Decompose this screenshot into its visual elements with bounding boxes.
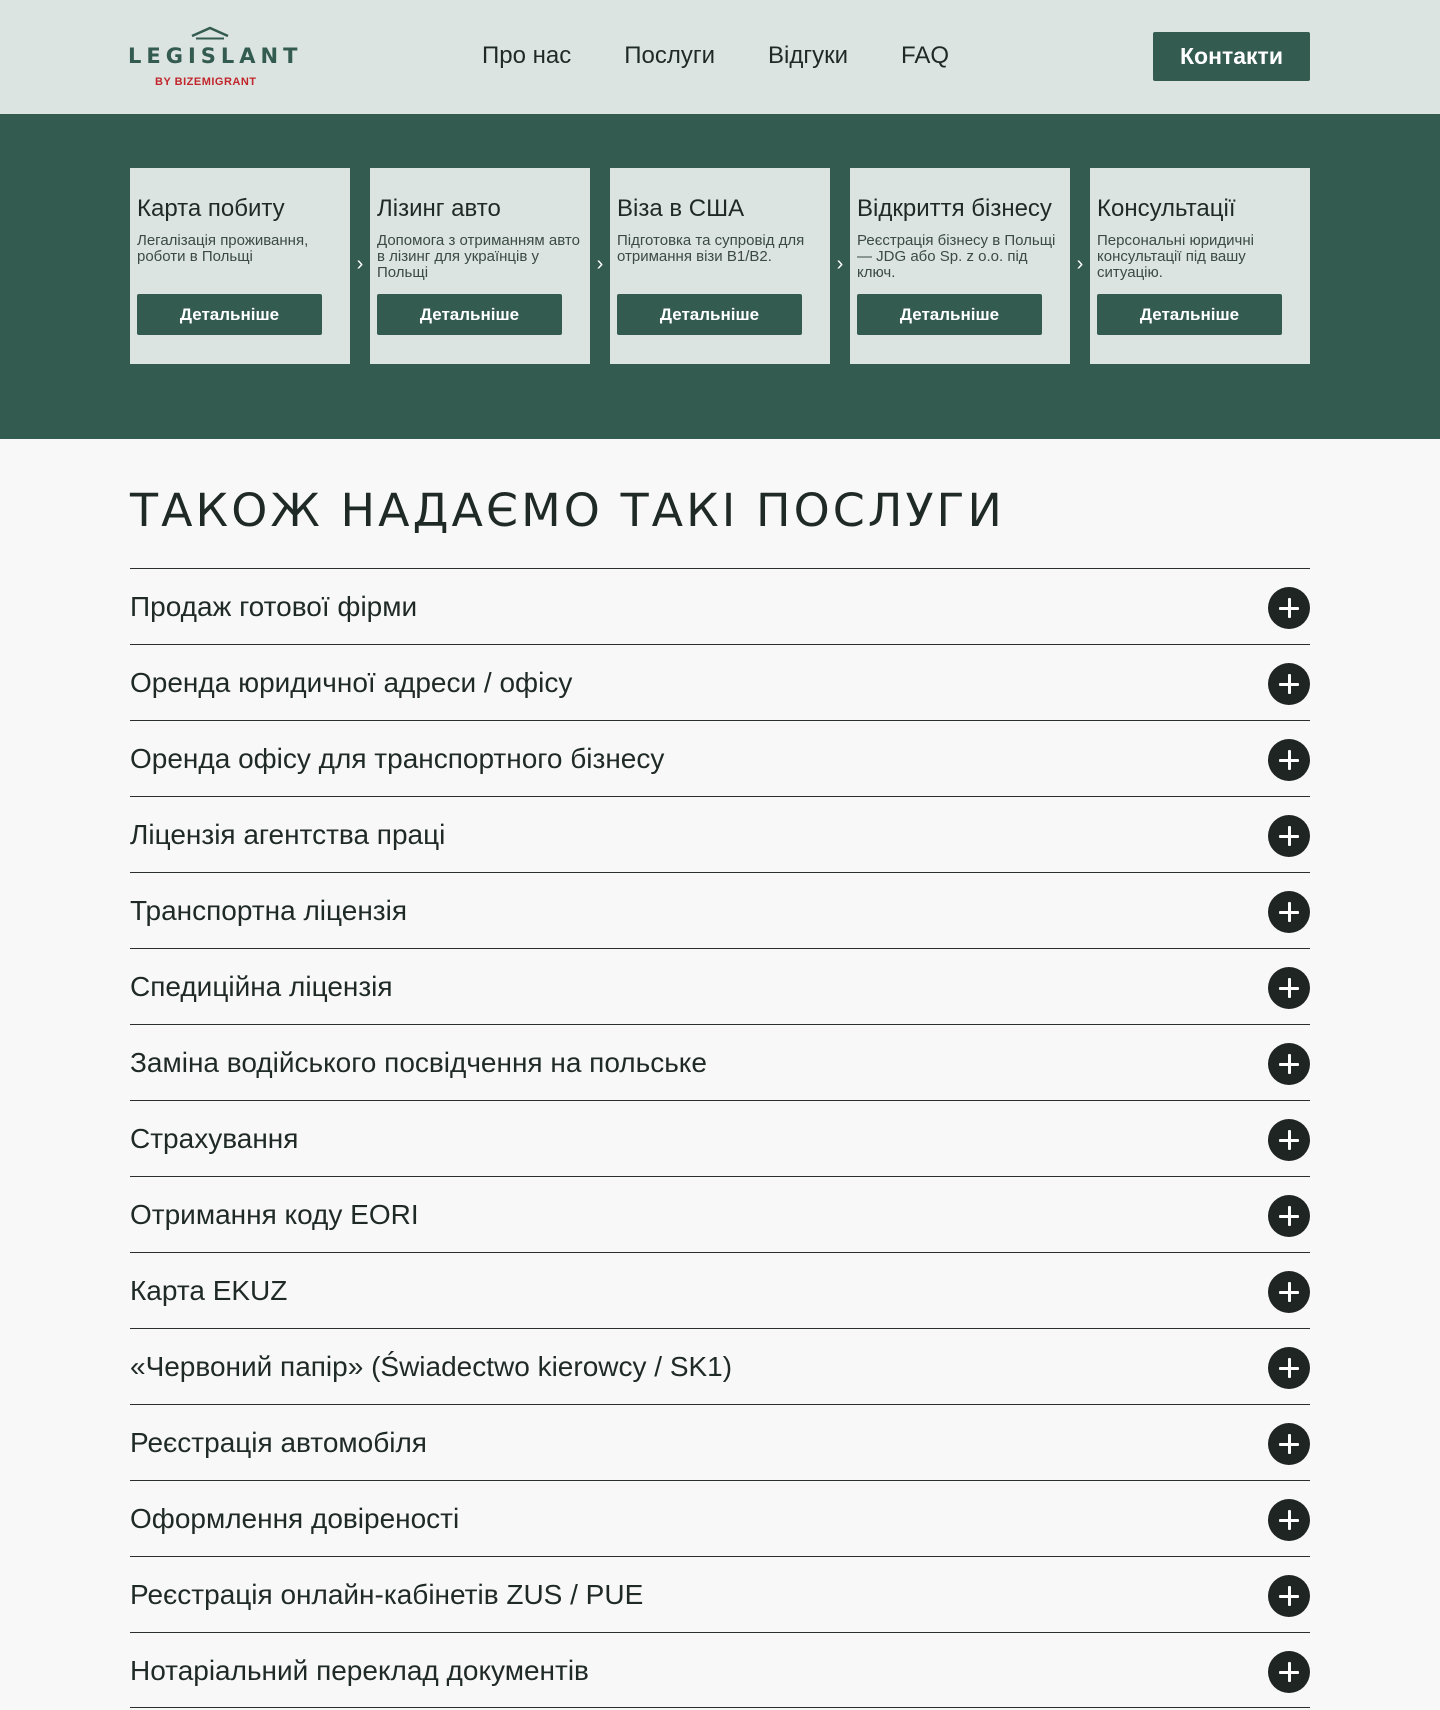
details-button[interactable]: Детальніше: [377, 294, 562, 335]
accordion-label: Страхування: [130, 1123, 299, 1154]
plus-circle-icon[interactable]: [1268, 891, 1310, 933]
plus-circle-icon[interactable]: [1268, 587, 1310, 629]
logo[interactable]: [128, 26, 303, 88]
card-title: Лізинг авто: [377, 195, 501, 222]
nav-faq[interactable]: FAQ: [901, 42, 950, 69]
card-title: Відкриття бізнесу: [857, 195, 1052, 222]
plus-circle-icon[interactable]: [1268, 1499, 1310, 1541]
plus-circle-icon[interactable]: [1268, 663, 1310, 705]
card-title: Віза в США: [617, 195, 745, 222]
plus-circle-icon[interactable]: [1268, 1043, 1310, 1085]
extra-services-list: [130, 568, 1310, 1708]
chevron-right-icon: ›: [836, 253, 844, 275]
accordion-label: Оренда юридичної адреси / офісу: [130, 667, 573, 698]
section-title: ТАКОЖ НАДАЄМО ТАКІ ПОСЛУГИ: [130, 484, 1005, 537]
accordion-item[interactable]: [130, 644, 1310, 720]
chevron-right-icon: ›: [596, 253, 604, 275]
accordion-item[interactable]: [130, 1404, 1310, 1480]
accordion-item[interactable]: [130, 1176, 1310, 1252]
logo-subtitle: BY BIZEMIGRANT: [155, 76, 257, 88]
nav-about[interactable]: Про нас: [482, 42, 572, 69]
plus-circle-icon[interactable]: [1268, 1423, 1310, 1465]
chevron-right-icon: ›: [1076, 253, 1084, 275]
service-card-leasing[interactable]: [370, 168, 590, 364]
accordion-label: Ліцензія агентства праці: [130, 819, 446, 850]
logo-text: LEGISLANT: [128, 44, 303, 68]
accordion-label: Реєстрація автомобіля: [130, 1427, 427, 1458]
accordion-label: «Червоний папір» (Świadectwo kierowcy / SK1): [130, 1351, 733, 1382]
service-card-consultations[interactable]: [1090, 168, 1310, 364]
card-description: Легалізація проживання, роботи в Польщі: [137, 233, 309, 265]
accordion-label: Транспортна ліцензія: [130, 895, 408, 926]
accordion-label: Карта EKUZ: [130, 1275, 288, 1306]
accordion-item[interactable]: [130, 796, 1310, 872]
main-nav: [482, 42, 949, 70]
plus-circle-icon[interactable]: [1268, 1347, 1310, 1389]
building-roof-icon: [190, 26, 230, 40]
details-button[interactable]: Детальніше: [1097, 294, 1282, 335]
plus-circle-icon[interactable]: [1268, 1195, 1310, 1237]
plus-circle-icon[interactable]: [1268, 1575, 1310, 1617]
accordion-item[interactable]: [130, 1252, 1310, 1328]
accordion-label: Продаж готової фірми: [130, 591, 418, 622]
card-title: Консультації: [1097, 195, 1236, 222]
contacts-button[interactable]: Контакти: [1153, 32, 1310, 81]
accordion-item[interactable]: [130, 568, 1310, 644]
service-card-residence[interactable]: [130, 168, 350, 364]
chevron-right-icon: ›: [356, 253, 364, 275]
accordion-item[interactable]: [130, 1328, 1310, 1404]
site-header: [0, 0, 1440, 114]
plus-circle-icon[interactable]: [1268, 1651, 1310, 1693]
service-card-business[interactable]: [850, 168, 1070, 364]
accordion-label: Реєстрація онлайн-кабінетів ZUS / PUE: [130, 1579, 644, 1610]
accordion-item[interactable]: [130, 872, 1310, 948]
accordion-label: Отримання коду EORI: [130, 1199, 419, 1230]
plus-circle-icon[interactable]: [1268, 1119, 1310, 1161]
card-description: Допомога з отриманням авто в лізинг для українців у Польщі: [377, 233, 580, 281]
accordion-label: Спедиційна ліцензія: [130, 971, 393, 1002]
card-description: Реєстрація бізнесу в Польщі — JDG або Sp. z o.o. під ключ.: [857, 233, 1056, 281]
accordion-item[interactable]: [130, 1024, 1310, 1100]
plus-circle-icon[interactable]: [1268, 1271, 1310, 1313]
service-card-us-visa[interactable]: [610, 168, 830, 364]
accordion-item[interactable]: [130, 1556, 1310, 1632]
card-title: Карта побиту: [137, 195, 285, 222]
nav-services[interactable]: Послуги: [624, 42, 715, 69]
plus-circle-icon[interactable]: [1268, 739, 1310, 781]
plus-circle-icon[interactable]: [1268, 967, 1310, 1009]
details-button[interactable]: Детальніше: [137, 294, 322, 335]
accordion-item[interactable]: [130, 1480, 1310, 1556]
accordion-label: Оренда офісу для транспортного бізнесу: [130, 743, 665, 774]
accordion-label: Нотаріальний переклад документів: [130, 1655, 589, 1686]
details-button[interactable]: Детальніше: [617, 294, 802, 335]
details-button[interactable]: Детальніше: [857, 294, 1042, 335]
accordion-item[interactable]: [130, 1100, 1310, 1176]
accordion-label: Заміна водійського посвідчення на польське: [130, 1047, 707, 1078]
nav-reviews[interactable]: Відгуки: [767, 42, 848, 69]
services-hero: [0, 114, 1440, 439]
accordion-item[interactable]: [130, 948, 1310, 1024]
card-description: Персональні юридичні консультації під вашу ситуацію.: [1097, 233, 1254, 281]
card-description: Підготовка та супровід для отримання візи B1/B2.: [617, 233, 805, 265]
accordion-item[interactable]: [130, 720, 1310, 796]
accordion-item[interactable]: [130, 1632, 1310, 1708]
plus-circle-icon[interactable]: [1268, 815, 1310, 857]
accordion-label: Оформлення довіреності: [130, 1503, 460, 1534]
